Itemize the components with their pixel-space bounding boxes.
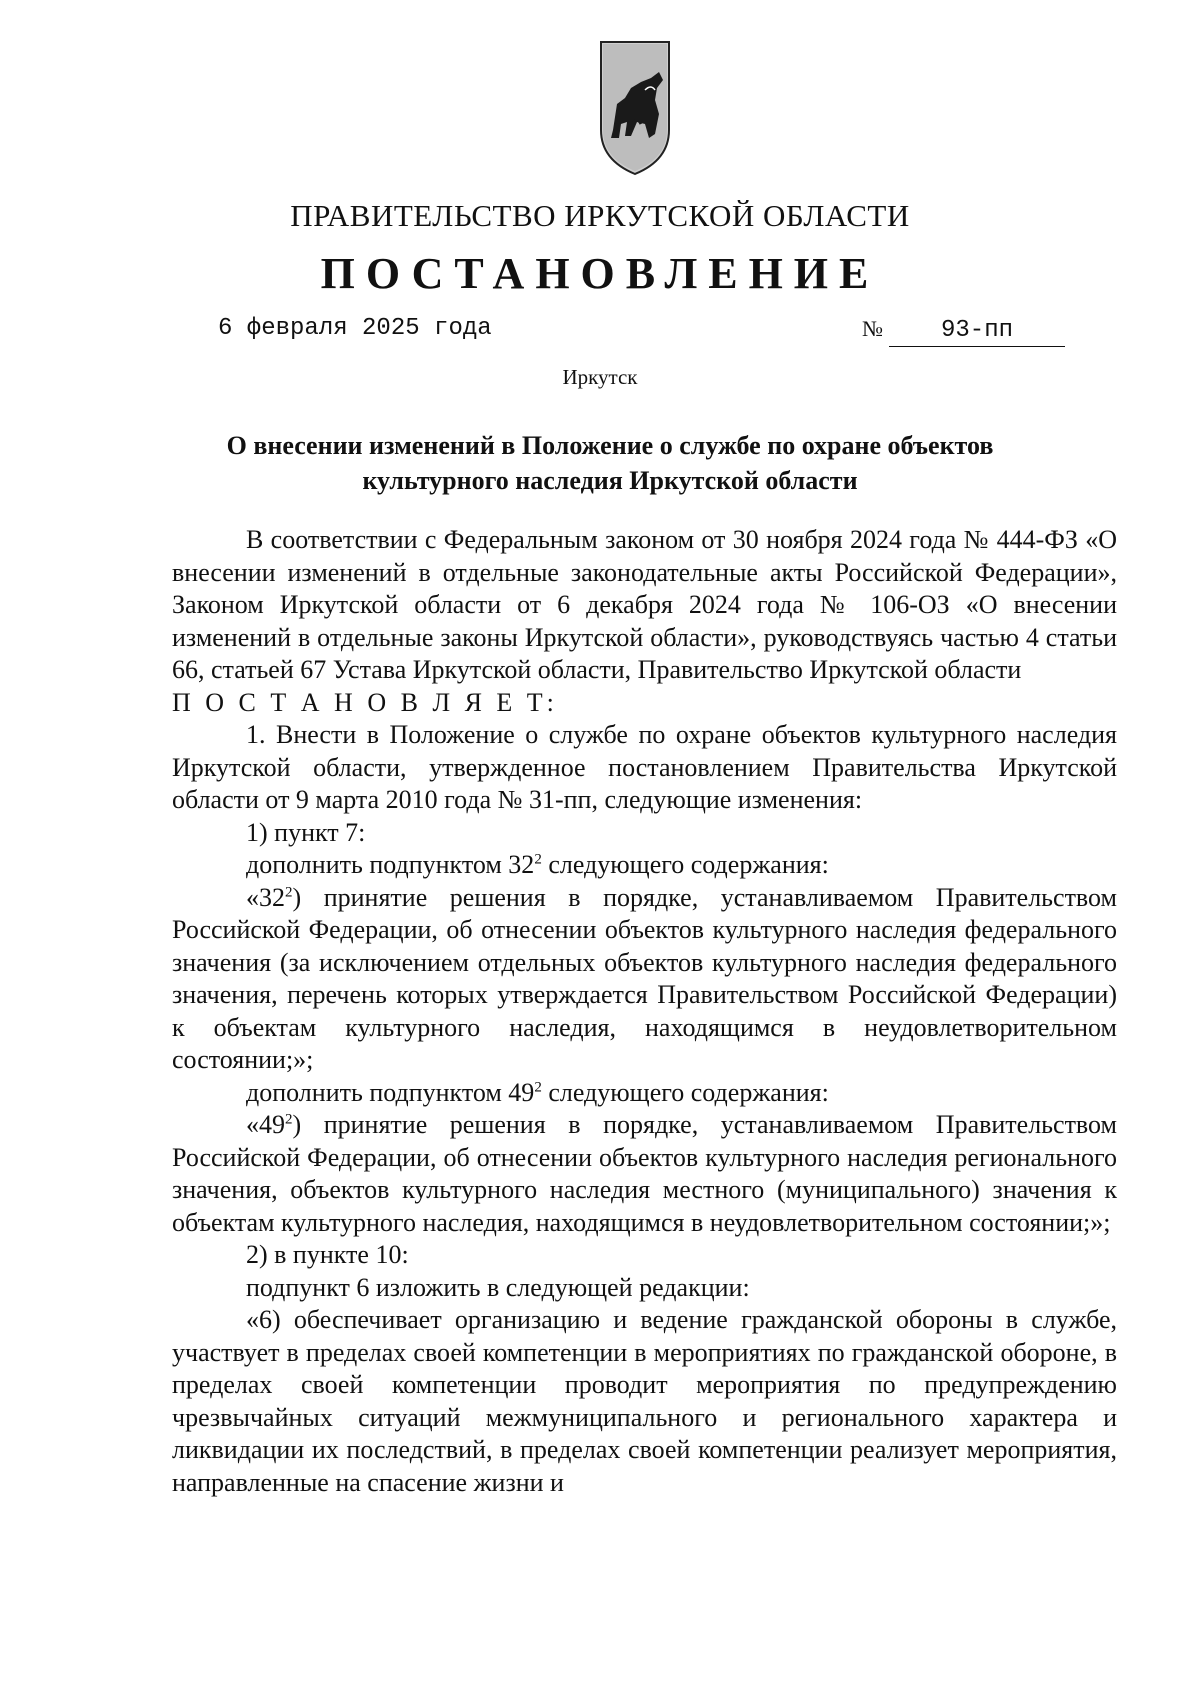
subclause-1: 1) пункт 7: <box>246 817 366 847</box>
title-line-1: О внесении изменений в Положение о службе по охране объектов <box>226 431 994 460</box>
amendment-text-32: «$32^2$) принятие решения в порядке, устанавливаемом Правительством Российской Федерации, об отнесении объектов культурного наследия федерального значения (за исключением отдельных объектов культурного наследия федерального значения, перечень которых утверждается Правительством Российской Федерации) к объектам культурного наследия, находящимся в неудовлетворительном состоянии;»; <box>172 882 1117 1074</box>
number-label: № <box>862 316 883 341</box>
amendment-intro-32: дополнить подпунктом $32^2$ следующего содержания: <box>246 850 829 879</box>
document-type: ПОСТАНОВЛЕНИЕ <box>320 249 880 298</box>
coat-of-arms-icon <box>595 38 675 178</box>
subclause-2: 2) в пункте 10: <box>246 1240 409 1269</box>
title-line-2: культурного наследия Иркутской области <box>362 466 858 495</box>
document-number-field <box>862 314 1065 347</box>
amendment-text-49: «$49^2$) принятие решения в порядке, устанавливаемом Правительством Российской Федерации, об отнесении объектов культурного наследия регионального значения, объектов культурного наследия местного (муниципального) значения к объектам культурного наследия, находящимся в неудовлетворительном состоянии;»; <box>172 1110 1117 1237</box>
document-number: 93-пп <box>889 316 1065 347</box>
amendment-intro-6: подпункт 6 изложить в следующей редакции: <box>246 1272 750 1302</box>
city-name: Иркутск <box>562 365 638 389</box>
clause-1: 1. Внести в Положение о службе по охране объектов культурного наследия Иркутской области, утвержденное постановлением Правительства Иркутской области от 9 марта 2010 года № 31-пп, следующие изменения: <box>172 720 1117 814</box>
resolves-heading: П О С Т А Н О В Л Я Е Т: <box>172 687 558 717</box>
document-title <box>180 428 1040 498</box>
amendment-text-6: «6) обеспечивает организацию и ведение гражданской обороны в службе, участвует в пределах своей компетенции в мероприятиях по гражданской обороне, в пределах своей компетенции проводит мероприятия по предупреждению чрезвычайных ситуаций межмуниципального и регионального характера и ликвидации их последствий, в пределах своей компетенции реализует мероприятия, направленные на спасение жизни и <box>172 1305 1117 1497</box>
document-date: 6 февраля 2025 года <box>218 315 492 342</box>
organization-name: ПРАВИТЕЛЬСТВО ИРКУТСКОЙ ОБЛАСТИ <box>290 198 910 233</box>
amendment-intro-49: дополнить подпунктом $49^2$ следующего содержания: <box>246 1077 829 1107</box>
document-body <box>172 524 1117 1499</box>
preamble-paragraph: В соответствии с Федеральным законом от 30 ноября 2024 года № 444-ФЗ «О внесении изменений в отдельные законодательные акты Российской Федерации», Законом Иркутской области от 6 декабря 2024 года № 106-ОЗ «О внесении изменений в отдельные законы Иркутской области», руководствуясь частью 4 статьи 66, статьей 67 Устава Иркутской области, Правительство Иркутской области <box>172 525 1117 684</box>
